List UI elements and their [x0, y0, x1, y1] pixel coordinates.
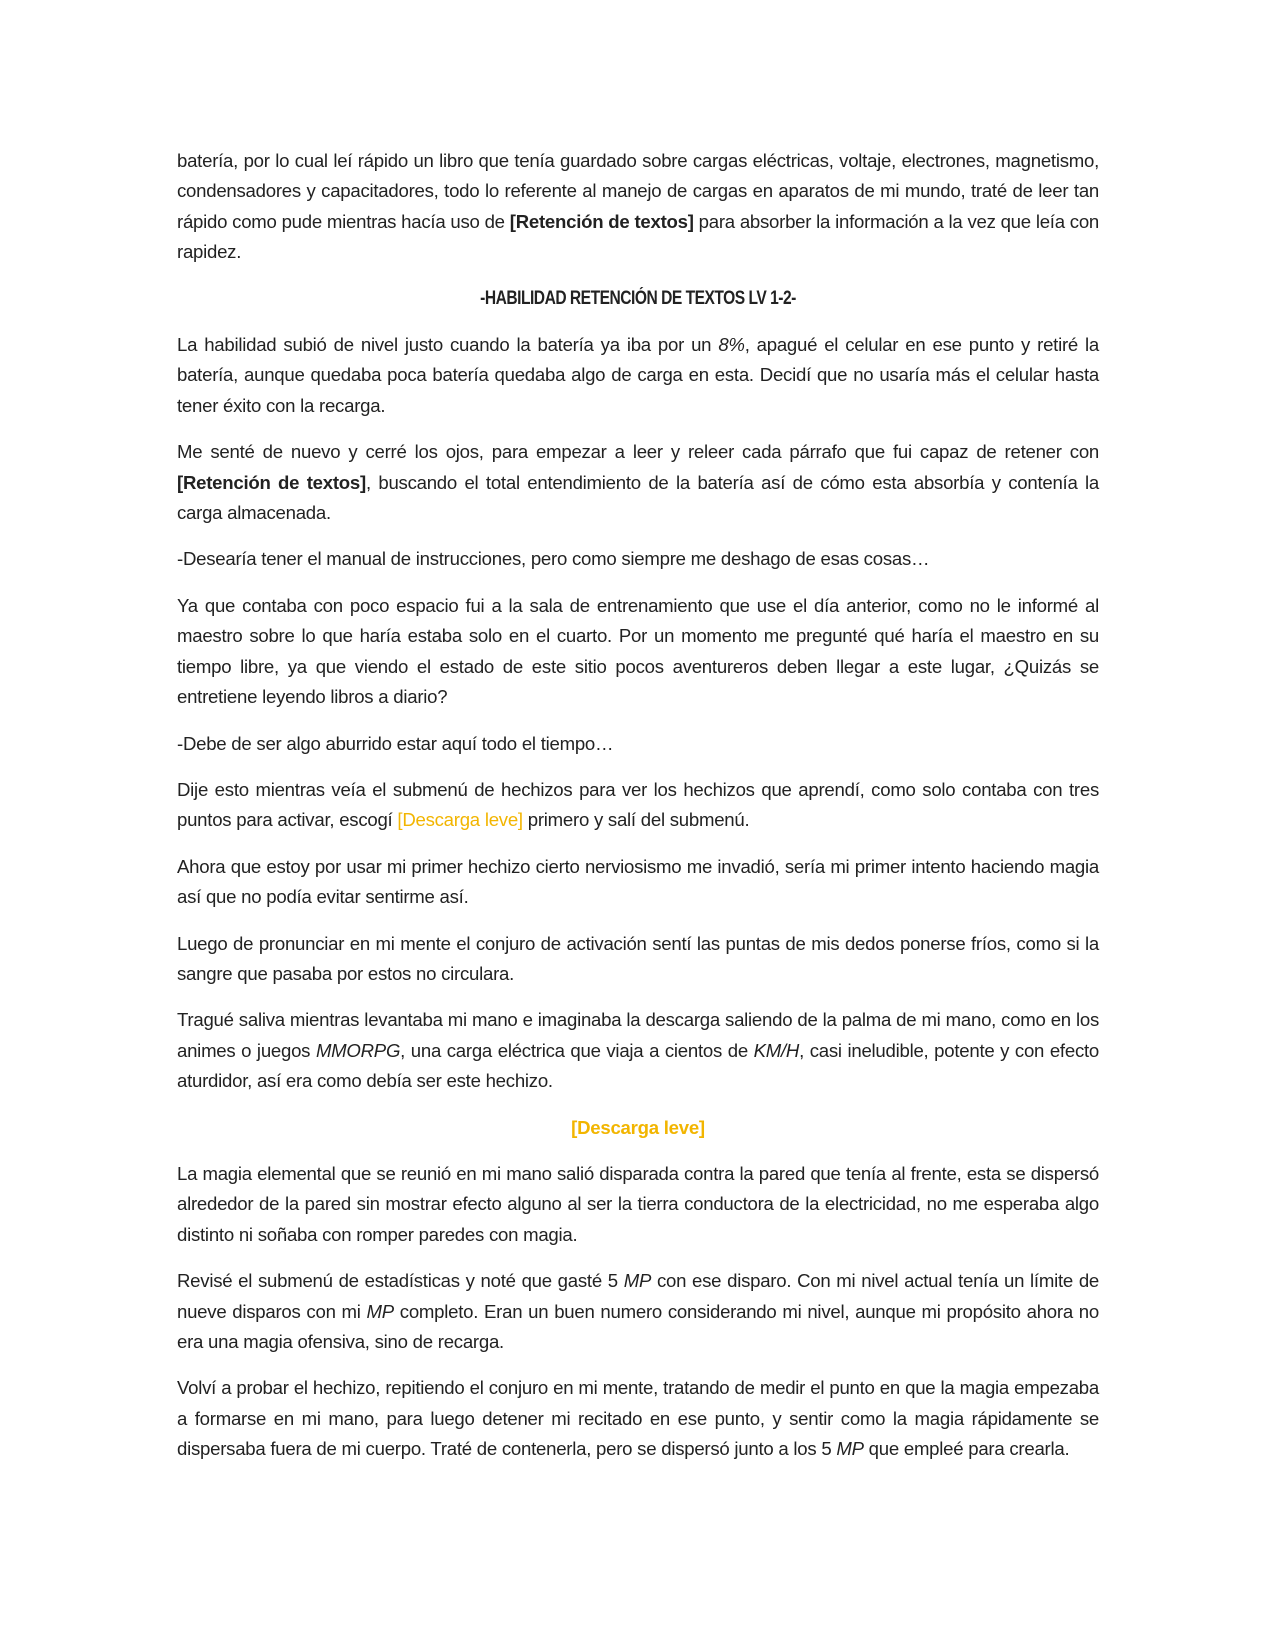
text-run: -Debe de ser algo aburrido estar aquí todo el tiempo… [177, 732, 614, 754]
text-run: con ese disparo. Con mi nivel actual tenía un límite de nueve disparos con mi [177, 1270, 1100, 1322]
spell-name: [Descarga leve] [571, 1116, 705, 1138]
paragraph [177, 330, 1099, 421]
text-run: Ahora que estoy por usar mi primer hechizo cierto nerviosismo me invadió, sería mi primer intento haciendo magia así que no podía evitar sentirme así. [177, 855, 1099, 908]
italic-term: MP [836, 1438, 864, 1460]
italic-term: KM/H [753, 1039, 800, 1061]
paragraph [177, 775, 1099, 836]
paragraph [177, 729, 1099, 759]
text-run: , buscando el total entendimiento de la batería así de cómo esta absorbía y contenía la carga almacenada. [177, 471, 1100, 524]
text-run: para absorber la información a la vez que leía con rapidez. [177, 210, 1100, 263]
italic-term: MP [366, 1300, 394, 1322]
spell-heading [177, 1113, 1099, 1143]
text-run: -Desearía tener el manual de instrucciones, pero como siempre me deshago de esas cosas… [177, 548, 930, 570]
section-heading [260, 284, 1016, 314]
text-run: , casi ineludible, potente y con efecto aturdidor, así era como debía ser este hechizo. [177, 1039, 1099, 1092]
text-run: primero y salí del submenú. [522, 809, 750, 831]
paragraph [177, 929, 1099, 990]
paragraph [177, 1159, 1099, 1250]
paragraph [177, 437, 1099, 528]
paragraph [177, 591, 1099, 713]
text-run: -HABILIDAD RETENCIÓN DE TEXTOS LV 1-2- [480, 287, 796, 309]
document-page [177, 146, 1099, 1481]
bold-skill-name: [Retención de textos] [177, 471, 366, 493]
paragraph [177, 544, 1099, 574]
paragraph [177, 146, 1099, 268]
text-run: Me senté de nuevo y cerré los ojos, para empezar a leer y releer cada párrafo que fui capaz de retener con [177, 441, 1099, 463]
text-run: , apagué el celular en ese punto y retiré la batería, aunque quedaba poca batería quedaba algo de carga en esta. Decidí que no usaría más el celular hasta tener éxito con la recarga. [177, 334, 1100, 416]
spell-name: [Descarga leve] [397, 809, 523, 831]
paragraph [177, 1005, 1099, 1096]
text-run: Dije esto mientras veía el submenú de hechizos para ver los hechizos que aprendí, como solo contaba con tres puntos para activar, escogí [177, 778, 1099, 831]
text-run: que empleé para crearla. [863, 1438, 1070, 1460]
paragraph [177, 1266, 1099, 1357]
text-run: batería, por lo cual leí rápido un libro que tenía guardado sobre cargas eléctricas, voltaje, electrones, magnetismo, condensadores y capacitadores, todo lo referente al manejo de cargas en aparatos de mi mundo, traté de leer tan rápido como pude mientras hacía uso de [177, 150, 1099, 232]
paragraph [177, 1373, 1099, 1464]
text-run: , una carga eléctrica que viaja a cientos de [400, 1039, 754, 1061]
text-run: Volví a probar el hechizo, repitiendo el conjuro en mi mente, tratando de medir el punto en que la magia empezaba a formarse en mi mano, para luego detener mi recitado en ese punto, y sentir como la magia rápidamente se dispersaba fuera de mi cuerpo. Traté de contenerla, pero se dispersó junto a los 5 [177, 1377, 1099, 1460]
text-run: La habilidad subió de nivel justo cuando la batería ya iba por un [177, 334, 719, 356]
text-run: Revisé el submenú de estadísticas y noté que gasté 5 [177, 1270, 624, 1292]
bold-skill-name: [Retención de textos] [509, 210, 694, 232]
text-run: La magia elemental que se reunió en mi mano salió disparada contra la pared que tenía al frente, esta se dispersó alrededor de la pared sin mostrar efecto alguno al ser la tierra conductora de la electricidad, no me esperaba algo distinto ni soñaba con romper paredes con magia. [177, 1162, 1099, 1245]
paragraph [177, 852, 1099, 913]
text-run: Tragué saliva mientras levantaba mi mano e imaginaba la descarga saliendo de la palma de mi mano, como en los animes o juegos [177, 1009, 1099, 1061]
text-run: completo. Eran un buen numero considerando mi nivel, aunque mi propósito ahora no era una magia ofensiva, sino de recarga. [177, 1300, 1099, 1352]
text-run: Ya que contaba con poco espacio fui a la sala de entrenamiento que use el día anterior, como no le informé al maestro sobre lo que haría estaba solo en el cuarto. Por un momento me pregunté qué haría el maestro en su tiempo libre, ya que viendo el estado de este sitio pocos aventureros deben llegar a este lugar, ¿Quizás se entretiene leyendo libros a diario? [177, 594, 1099, 708]
italic-term: 8% [718, 334, 745, 356]
italic-term: MMORPG [315, 1039, 401, 1061]
text-run: Luego de pronunciar en mi mente el conjuro de activación sentí las puntas de mis dedos ponerse fríos, como si la sangre que pasaba por estos no circulara. [177, 932, 1099, 984]
italic-term: MP [623, 1270, 652, 1292]
